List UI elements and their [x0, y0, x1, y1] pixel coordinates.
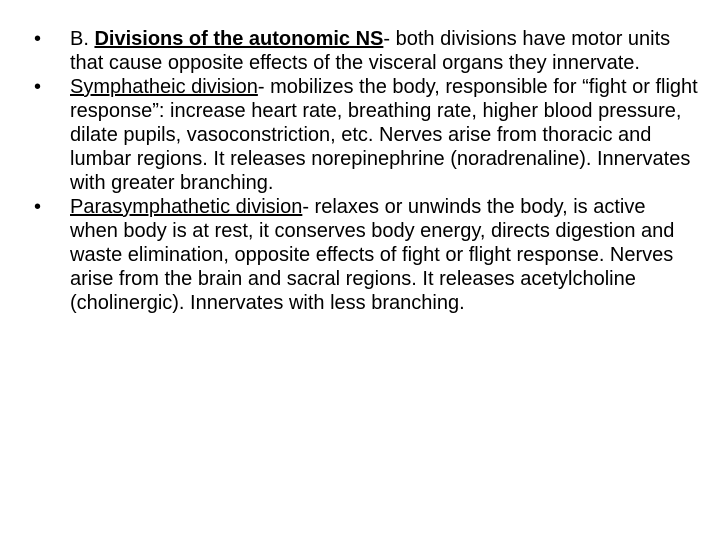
bullet-body-sympathetic: - mobilizes the body, responsible for “fight or flight response”: increase heart rate, breathing rate, higher blood pressure, dilate pupils, vasoconstriction, etc. Nerves arise from thoracic and lumbar regions. It releases norepinephrine (noradrenaline). Innervates with greater branching. [70, 76, 698, 194]
bullet-body-divisions: - both divisions have motor units that cause opposite effects of the visceral organs they innervate. [70, 28, 671, 74]
bullet-parasympathetic-division [34, 195, 698, 315]
bullet-marker: • [34, 76, 42, 98]
bullet-prefix: B. [70, 28, 95, 50]
bullet-marker: • [34, 196, 42, 218]
bullet-sympathetic-division [34, 75, 698, 195]
bullet-body-parasympathetic: - relaxes or unwinds the body, is active when body is at rest, it conserves body energy, directs digestion and waste elimination, opposite effects of fight or flight response. Nerves arise from the brain and sacral regions. It releases acetylcholine (cholinergic). Innervates with less branching. [70, 196, 675, 314]
bullet-marker: • [34, 28, 42, 50]
bullet-list [34, 27, 698, 315]
bullet-heading-sympathetic: Symphatheic division [70, 76, 258, 98]
bullet-heading-divisions: Divisions of the autonomic NS [94, 28, 384, 50]
bullet-divisions-autonomic [34, 27, 698, 75]
bullet-heading-parasympathetic: Parasymphathetic division [70, 196, 303, 218]
